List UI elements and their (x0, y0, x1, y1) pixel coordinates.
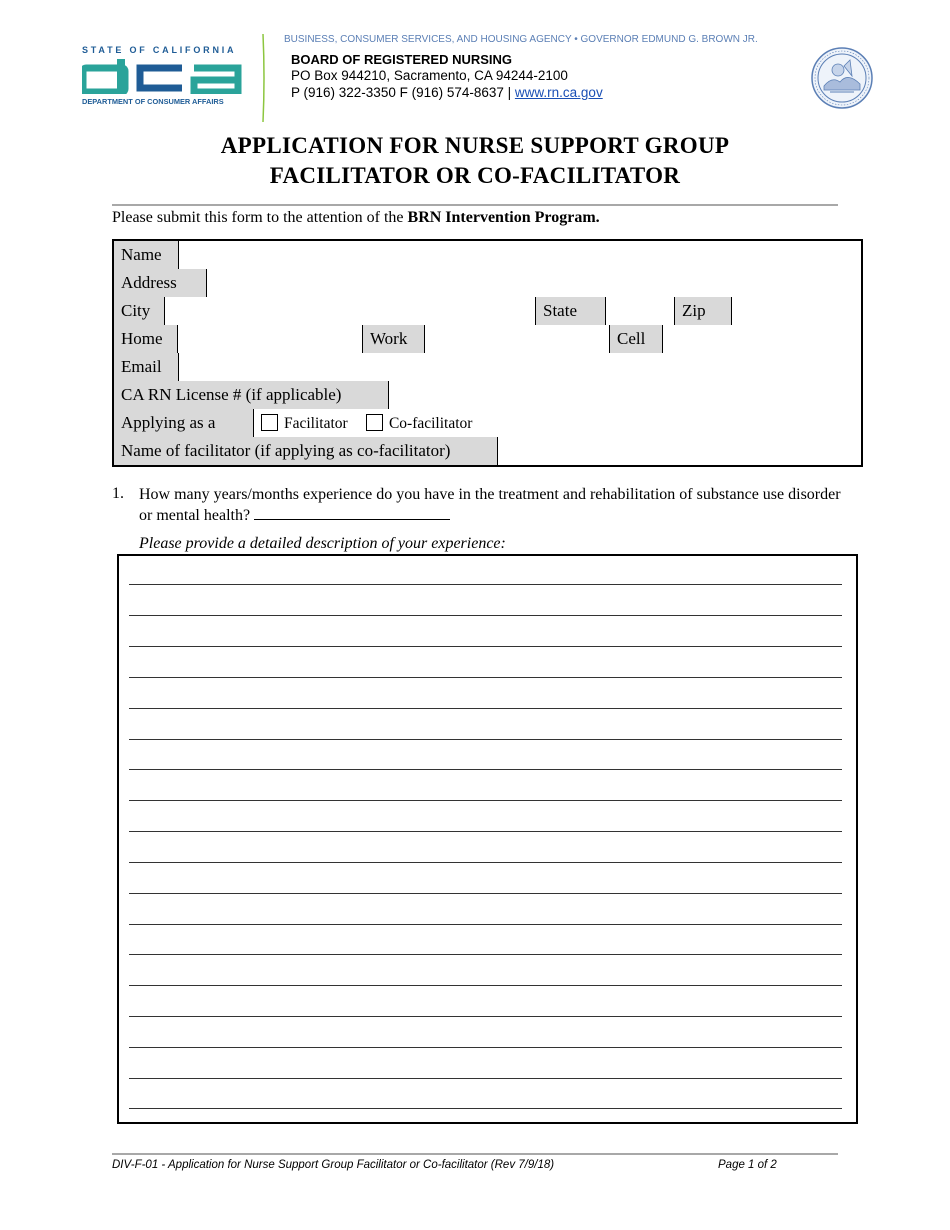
address-field[interactable] (207, 269, 861, 297)
question-1 (139, 485, 849, 526)
address-label: Address (114, 269, 207, 297)
cell-phone-field[interactable] (663, 325, 861, 353)
table-row-email (114, 353, 861, 382)
facilitator-option-label: Facilitator (284, 415, 348, 432)
phone-fax: P (916) 322-3350 F (916) 574-8637 | (291, 85, 515, 100)
submit-program: BRN Intervention Program. (407, 209, 600, 226)
applicant-info-table (112, 239, 863, 467)
form-id-footer: DIV-F-01 - Application for Nurse Support Group Facilitator or Co-facilitator (Rev 7/9/18) (112, 1159, 555, 1171)
table-row-address (114, 269, 861, 298)
question-1-number: 1. (112, 485, 124, 502)
writing-line (129, 954, 842, 955)
writing-line (129, 615, 842, 616)
writing-line (129, 1047, 842, 1048)
dca-logo (82, 45, 244, 109)
state-label: State (536, 297, 606, 325)
name-label: Name (114, 241, 179, 269)
experience-instruction: Please provide a detailed description of your experience: (139, 535, 506, 552)
city-field[interactable] (165, 297, 536, 325)
table-row-phones (114, 325, 861, 354)
footer-rule (112, 1153, 838, 1155)
applying-as-options (254, 409, 861, 437)
license-label: CA RN License # (if applicable) (114, 381, 389, 409)
license-field[interactable] (389, 381, 861, 409)
writing-line (129, 739, 842, 740)
facilitator-name-field[interactable] (498, 437, 861, 465)
writing-line (129, 831, 842, 832)
writing-line (129, 769, 842, 770)
experience-description-box[interactable] (117, 554, 858, 1124)
applying-as-label: Applying as a (114, 409, 254, 437)
writing-line (129, 1078, 842, 1079)
home-phone-label: Home (114, 325, 178, 353)
table-row-applying-as (114, 409, 861, 438)
question-1-text: How many years/months experience do you have in the treatment and rehabilitation of substance use disorder or mental health? (139, 486, 841, 524)
submit-instructions (112, 209, 600, 227)
writing-line (129, 924, 842, 925)
writing-line (129, 985, 842, 986)
board-address: PO Box 944210, Sacramento, CA 94244-2100 (291, 68, 568, 83)
form-title-line-1: APPLICATION FOR NURSE SUPPORT GROUP (220, 133, 730, 158)
work-phone-label: Work (363, 325, 425, 353)
california-seal-icon (810, 46, 874, 110)
table-row-city (114, 297, 861, 326)
board-name: BOARD OF REGISTERED NURSING (291, 52, 513, 67)
dca-logo-graphic (82, 58, 242, 94)
email-label: Email (114, 353, 179, 381)
writing-line (129, 708, 842, 709)
work-phone-field[interactable] (425, 325, 610, 353)
writing-line (129, 1108, 842, 1109)
website-link[interactable]: www.rn.ca.gov (514, 85, 603, 100)
board-contact (291, 85, 603, 100)
facilitator-checkbox[interactable] (261, 414, 278, 431)
zip-label: Zip (675, 297, 732, 325)
writing-line (129, 800, 842, 801)
header-divider (262, 34, 266, 122)
co-facilitator-option-label: Co-facilitator (388, 415, 473, 432)
facilitator-name-label: Name of facilitator (if applying as co-facilitator) (114, 437, 498, 465)
writing-line (129, 862, 842, 863)
name-field[interactable] (179, 241, 861, 269)
form-title-line-2: FACILITATOR OR CO-FACILITATOR (269, 163, 681, 188)
table-row-facilitator-name (114, 437, 861, 465)
co-facilitator-checkbox[interactable] (366, 414, 383, 431)
city-label: City (114, 297, 165, 325)
agency-line: BUSINESS, CONSUMER SERVICES, AND HOUSING AGENCY • GOVERNOR EDMUND G. BROWN JR. (284, 34, 758, 45)
table-row-license (114, 381, 861, 410)
writing-line (129, 646, 842, 647)
cell-phone-label: Cell (610, 325, 663, 353)
writing-line (129, 1016, 842, 1017)
writing-line (129, 584, 842, 585)
submit-text: Please submit this form to the attention of the (112, 209, 408, 226)
logo-state-text: STATE OF CALIFORNIA (82, 45, 237, 55)
state-field[interactable] (606, 297, 675, 325)
logo-department-text: DEPARTMENT OF CONSUMER AFFAIRS (82, 97, 224, 106)
writing-line (129, 893, 842, 894)
writing-line (129, 677, 842, 678)
zip-field[interactable] (732, 297, 861, 325)
title-rule (112, 204, 838, 206)
email-field[interactable] (179, 353, 861, 381)
table-row-name (114, 241, 861, 270)
experience-duration-blank[interactable] (254, 505, 450, 520)
home-phone-field[interactable] (178, 325, 363, 353)
page-number: Page 1 of 2 (718, 1159, 777, 1171)
